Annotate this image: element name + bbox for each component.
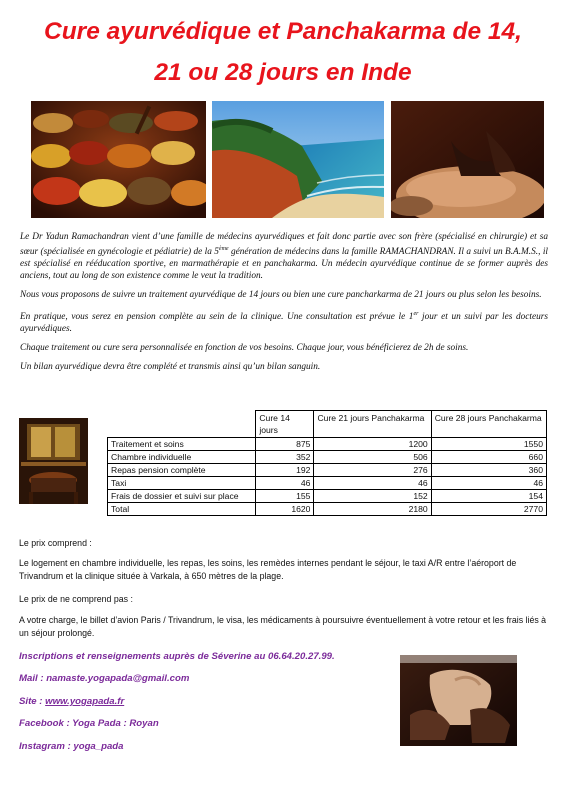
table-row-total: Total 1620 2180 2770	[108, 503, 547, 516]
included-text: Le logement en chambre individuelle, les repas, les soins, les remèdes internes pendant le séjour, le taxi A/R entre l’aéroport de Trivandrum et la clinique située à Varkala, à 650 mètres de la plage.	[19, 558, 517, 581]
table-row: Taxi 46 46 46	[108, 477, 547, 490]
foot-massage-photo	[400, 655, 517, 746]
included-heading: Le prix comprend :	[19, 538, 92, 548]
instagram-line: Instagram : yoga_pada	[19, 741, 124, 752]
site-line: Site : www.yogapada.fr	[19, 696, 125, 707]
table-header-row	[108, 411, 547, 438]
table-row: Frais de dossier et suivi sur place 155 152 154	[108, 490, 547, 503]
beach-cliff-photo	[212, 101, 384, 218]
excluded-text: A votre charge, le billet d’avion Paris / Trivandrum, le visa, les médicaments à poursuivre éventuellement à votre retour et les frais liés à un séjour prolongé.	[19, 615, 547, 638]
table-header-empty	[108, 411, 256, 438]
massage-photo	[391, 101, 544, 218]
intro-paragraph-doctor: Le Dr Yadun Ramachandran vient d’une famille de médecins ayurvédiques et fait donc partie avec son frère (spécialisé en chirurgie) et sa sœur (spécialisée en gynécologie et pédiatrie) de la 5ème génération de médecins dans la famille RAMACHANDRAN. Il a suivi un B.A.M.S., il est spécialisé en rééducation sportive, en marmathérapie et en panchakarma. Un médecin ayurvédique continue de se former auprès des anciens, tout au long de son existence comme le veut la tradition.	[20, 232, 548, 282]
table-header-cure-21: Cure 21 jours Panchakarma	[314, 411, 431, 438]
table-row: Repas pension complète 192 276 360	[108, 464, 547, 477]
table-header-cure-14: Cure 14 jours	[256, 411, 314, 438]
page-title-line-1: Cure ayurvédique et Panchakarma de 14,	[44, 18, 522, 45]
intro-paragraph-care: Chaque traitement ou cure sera personnalisée en fonction de vos besoins. Chaque jour, vous bénéficierez de 2h de soins.	[20, 343, 469, 354]
price-table	[107, 410, 547, 516]
mail-line: Mail : namaste.yogapada@gmail.com	[19, 673, 190, 684]
table-header-cure-28: Cure 28 jours Panchakarma	[431, 411, 546, 438]
excluded-heading: Le prix de ne comprend pas :	[19, 594, 133, 604]
registration-text: Inscriptions et renseignements auprès de Séverine au 06.64.20.27.99.	[19, 651, 335, 662]
table-row: Traitement et soins 875 1200 1550	[108, 438, 547, 451]
intro-text	[20, 231, 548, 380]
mail-link[interactable]: namaste.yogapada@gmail.com	[46, 673, 190, 684]
table-row: Chambre individuelle 352 506 660	[108, 451, 547, 464]
spices-photo	[31, 101, 206, 218]
clinic-room-photo	[19, 418, 88, 504]
intro-paragraph-practice: En pratique, vous serez en pension complète au sein de la clinique. Une consultation est prévue le 1er jour et un suivi par les docteurs ayurvédiques.	[20, 311, 548, 335]
intro-paragraph-assessment: Un bilan ayurvédique devra être complété et transmis ainsi qu’un bilan sanguin.	[20, 362, 321, 373]
intro-paragraph-offer: Nous vous proposons de suivre un traitement ayurvédique de 14 jours ou bien une cure pancharkarma de 21 jours ou plus selon les besoins.	[20, 290, 542, 301]
site-link[interactable]: www.yogapada.fr	[45, 696, 125, 707]
facebook-line: Facebook : Yoga Pada : Royan	[19, 718, 159, 729]
page-title-line-2: 21 ou 28 jours en Inde	[154, 59, 412, 86]
